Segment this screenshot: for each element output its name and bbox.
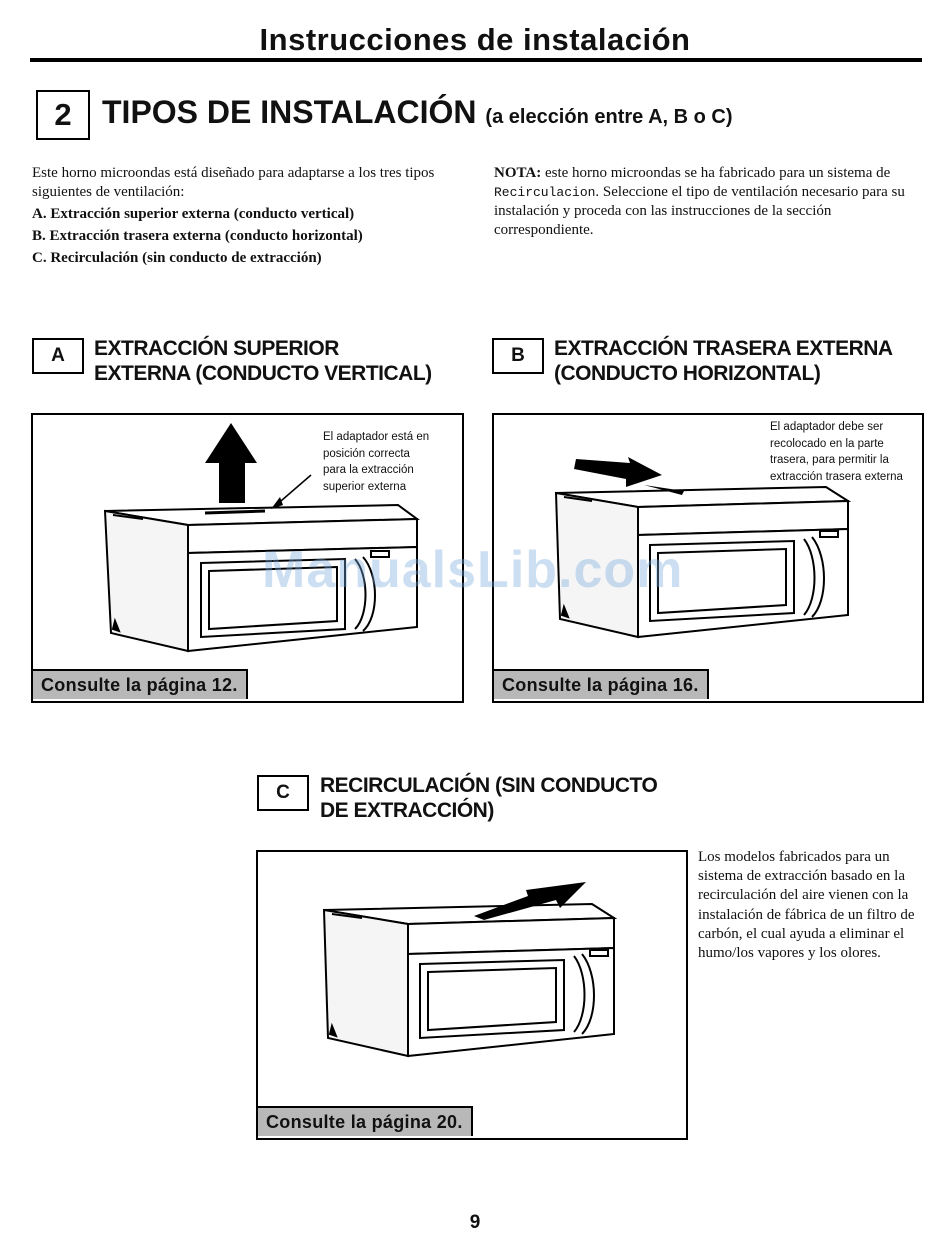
option-c-title-line2: DE EXTRACCIÓN) xyxy=(320,799,494,822)
note-part2: . Seleccione el tipo de ventilación necesario para su instalación y proceda con las instrucciones de la sección correspondiente. xyxy=(494,183,905,238)
page-number: 9 xyxy=(469,1212,481,1233)
intro-option-b: B. Extracción trasera externa (conducto horizontal) xyxy=(32,227,363,244)
section-subtitle: (a elección entre A, B o C) xyxy=(485,106,733,128)
option-c-title xyxy=(320,773,657,823)
option-a-title-line1: EXTRACCIÓN SUPERIOR xyxy=(94,337,339,360)
intro-paragraph: Este horno microondas está diseñado para adaptarse a los tres tipos siguientes de ventilación: xyxy=(32,165,435,200)
page-header-title: Instrucciones de instalación xyxy=(259,22,691,57)
option-b-page-reference: Consulte la página 16. xyxy=(494,669,709,699)
intro-option-c: C. Recirculación (sin conducto de extracción) xyxy=(32,249,322,266)
option-b-callout-line: extracción trasera externa xyxy=(770,470,903,483)
option-a-callout-line: El adaptador está en xyxy=(323,431,430,443)
header-rule xyxy=(30,58,922,62)
option-c-letter: C xyxy=(257,775,309,811)
option-c-page-reference: Consulte la página 20. xyxy=(258,1106,473,1136)
note-part1: este horno microondas se ha fabricado para un sistema de xyxy=(541,165,891,181)
option-a-callout-line: superior externa xyxy=(323,480,407,493)
intro-option-a: A. Extracción superior externa (conducto vertical) xyxy=(32,205,355,222)
option-c-figure xyxy=(256,850,688,1140)
option-a-page-reference: Consulte la página 12. xyxy=(33,669,248,699)
option-b-callout-line: trasera, para permitir la xyxy=(770,454,889,466)
option-b-letter: B xyxy=(492,338,544,374)
note-label: NOTA: xyxy=(494,165,542,181)
option-a-callout-line: posición correcta xyxy=(323,447,410,460)
option-a-title xyxy=(94,336,432,386)
watermark: ManualsLib.com xyxy=(262,541,684,599)
option-a-title-line2: EXTERNA (CONDUCTO VERTICAL) xyxy=(94,362,432,385)
option-c-title-line1: RECIRCULACIÓN (SIN CONDUCTO xyxy=(320,774,658,797)
option-b-callout xyxy=(770,419,903,485)
section-title xyxy=(102,94,733,131)
option-b-title-line2: (CONDUCTO HORIZONTAL) xyxy=(554,362,821,385)
option-a-callout-line: para la extracción xyxy=(323,464,414,476)
intro-text-block xyxy=(32,164,452,267)
option-b-callout-line: recolocado en la parte xyxy=(770,437,884,450)
option-b-callout-line: El adaptador debe ser xyxy=(770,421,884,433)
section-title-main: TIPOS DE INSTALACIÓN xyxy=(102,94,477,130)
option-b-title xyxy=(554,336,893,386)
option-c-description: Los modelos fabricados para un sistema de extracción basado en la recirculación del aire vienen con la instalación de fábrica de un filtro de carbón, el cual ayuda a eliminar el humo/los vapores y los olores. xyxy=(698,849,915,962)
option-a-letter: A xyxy=(32,338,84,374)
option-a-callout xyxy=(323,429,429,495)
microwave-recirculation-illustration xyxy=(258,852,688,1140)
note-code: Recirculacion xyxy=(494,184,596,200)
step-number-box: 2 xyxy=(36,90,90,140)
note-block xyxy=(494,164,934,239)
option-b-title-line1: EXTRACCIÓN TRASERA EXTERNA xyxy=(554,337,893,360)
